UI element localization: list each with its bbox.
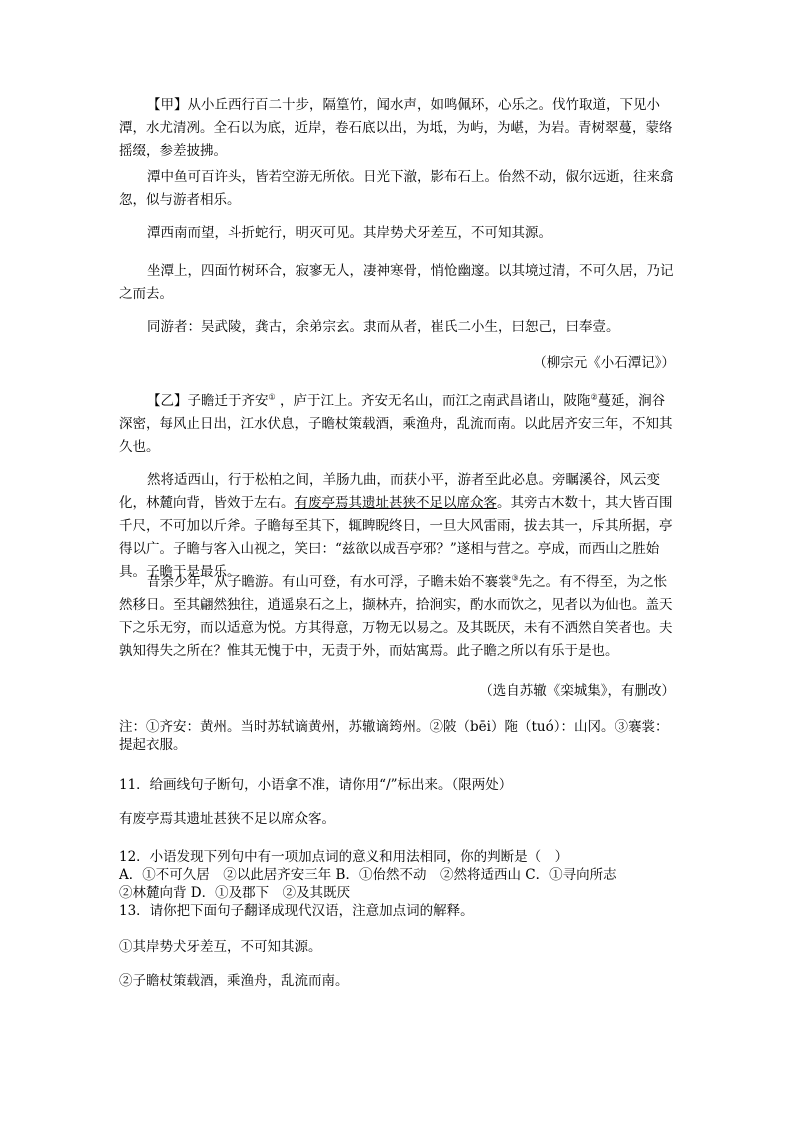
question-11: 11．给画线句子断句，小语拿不准，请你用“/”标出来。（限两处）	[119, 777, 513, 793]
footnote-marker-3: ③	[511, 573, 519, 583]
footnote-marker-1: ①	[268, 392, 276, 402]
jia-source: （柳宗元《小石潭记》）	[533, 355, 675, 371]
yi-paragraph-2	[119, 469, 675, 584]
jia-paragraph-5: 同游者：吴武陵，龚古，余弟宗玄。隶而从者，崔氏二小生，曰恕己，曰奉壹。	[147, 319, 620, 335]
question-13: 13．请你把下面句子翻译成现代汉语，注意加点词的解释。	[119, 903, 474, 919]
question-13-item-1: ①其岸势犬牙差互，不可知其源。	[119, 939, 322, 955]
yi-p1-text-a: 【乙】子瞻迁于齐安	[147, 393, 269, 409]
yi-p2-text-a: 然将适西山，行于松柏之间，羊肠九曲，而获小平，游者至此必息。旁瞩溪谷，风云变化，林麓向背，皆效于左右。	[119, 472, 660, 511]
yi-p1-text-b: ，庐于江上。齐安无名山，而江之南武昌诸山，陂陁	[275, 393, 591, 409]
question-12-options-cd: ②林麓向背 D．①及郡下 ②及其既厌	[119, 885, 351, 901]
yi-p3-text-a: 昔余少年，从子瞻游。有山可登，有水可浮，子瞻未始不褰裳	[147, 574, 512, 590]
jia-paragraph-4: 坐潭上，四面竹树环合，寂寥无人，凄神寒骨，悄怆幽邃。以其境过清，不可久居，乃记之而去。	[119, 263, 674, 302]
jia-paragraph-2: 潭中鱼可百许头，皆若空游无所依。日光下澈，影布石上。佁然不动，俶尔远逝，往来翕忽，似与游者相乐。	[119, 169, 674, 208]
jia-paragraph-1: 【甲】从小丘西行百二十步，隔篁竹，闻水声，如鸣佩环，心乐之。伐竹取道，下见小潭，水尤清冽。全石以为底，近岸，卷石底以出，为坻，为屿，为嵁，为岩。青树翠蔓，蒙络摇缀，参差披拂。	[119, 97, 673, 159]
yi-p1-text-c: 蔓延，涧谷深密，每风止日出，江水伏息，子瞻杖策载酒，乘渔舟，乱流而南。以此居齐安三年，不知其久也。	[119, 393, 673, 455]
question-11-sentence: 有废亭焉其遗址甚狭不足以席众客。	[119, 811, 335, 827]
yi-paragraph-1	[119, 390, 675, 459]
jia-paragraph-3: 潭西南而望，斗折蛇行，明灭可见。其岸势犬牙差互，不可知其源。	[147, 225, 552, 241]
question-13-item-2: ②子瞻杖策载酒，乘渔舟，乱流而南。	[119, 973, 349, 989]
yi-paragraph-3	[119, 571, 675, 663]
yi-p2-text-b: 。其旁古木数十，其大皆百围千尺，不可加以斤斧。子瞻每至其下，辄睥睨终日，一旦大风雷雨，拔去其一，斥其所据，亭得以广。子瞻与客入山视之，笑曰：“兹欲以成吾亭邪？”遂相与营之。亭成，而西山之胜始具。子瞻于是最乐。	[119, 495, 673, 580]
question-12: 12．小语发现下列句中有一项加点词的意义和用法相同，你的判断是（ ）	[119, 849, 569, 865]
annotation-note: 注：①齐安：黄州。当时苏轼谪黄州，苏辙谪筠州。②陂（bēi）陁（tuó）：山冈。③褰裳：提起衣服。	[119, 719, 669, 753]
yi-p3-text-b: 先之。有不得至，为之怅然移日。至其翩然独往，逍遥泉石之上，撷林卉，拾涧实，酌水而饮之，见者以为仙也。盖天下之乐无穷，而以适意为悦。方其得意，万物无以易之。及其既厌，未有不洒然自笑者也。夫孰知得失之所在？惟其无愧于中，无责于外，而姑寓焉。此子瞻之所以有乐于是也。	[119, 574, 673, 659]
yi-source: （选自苏辙《栾城集》，有删改）	[479, 683, 675, 699]
question-12-options-ab: A．①不可久居 ②以此居齐安三年 B．①佁然不动 ②然将适西山 C．①寻向所志	[119, 867, 617, 883]
underlined-sentence: 有废亭焉其遗址甚狭不足以席众客	[294, 495, 497, 511]
footnote-marker-2: ②	[590, 392, 598, 402]
